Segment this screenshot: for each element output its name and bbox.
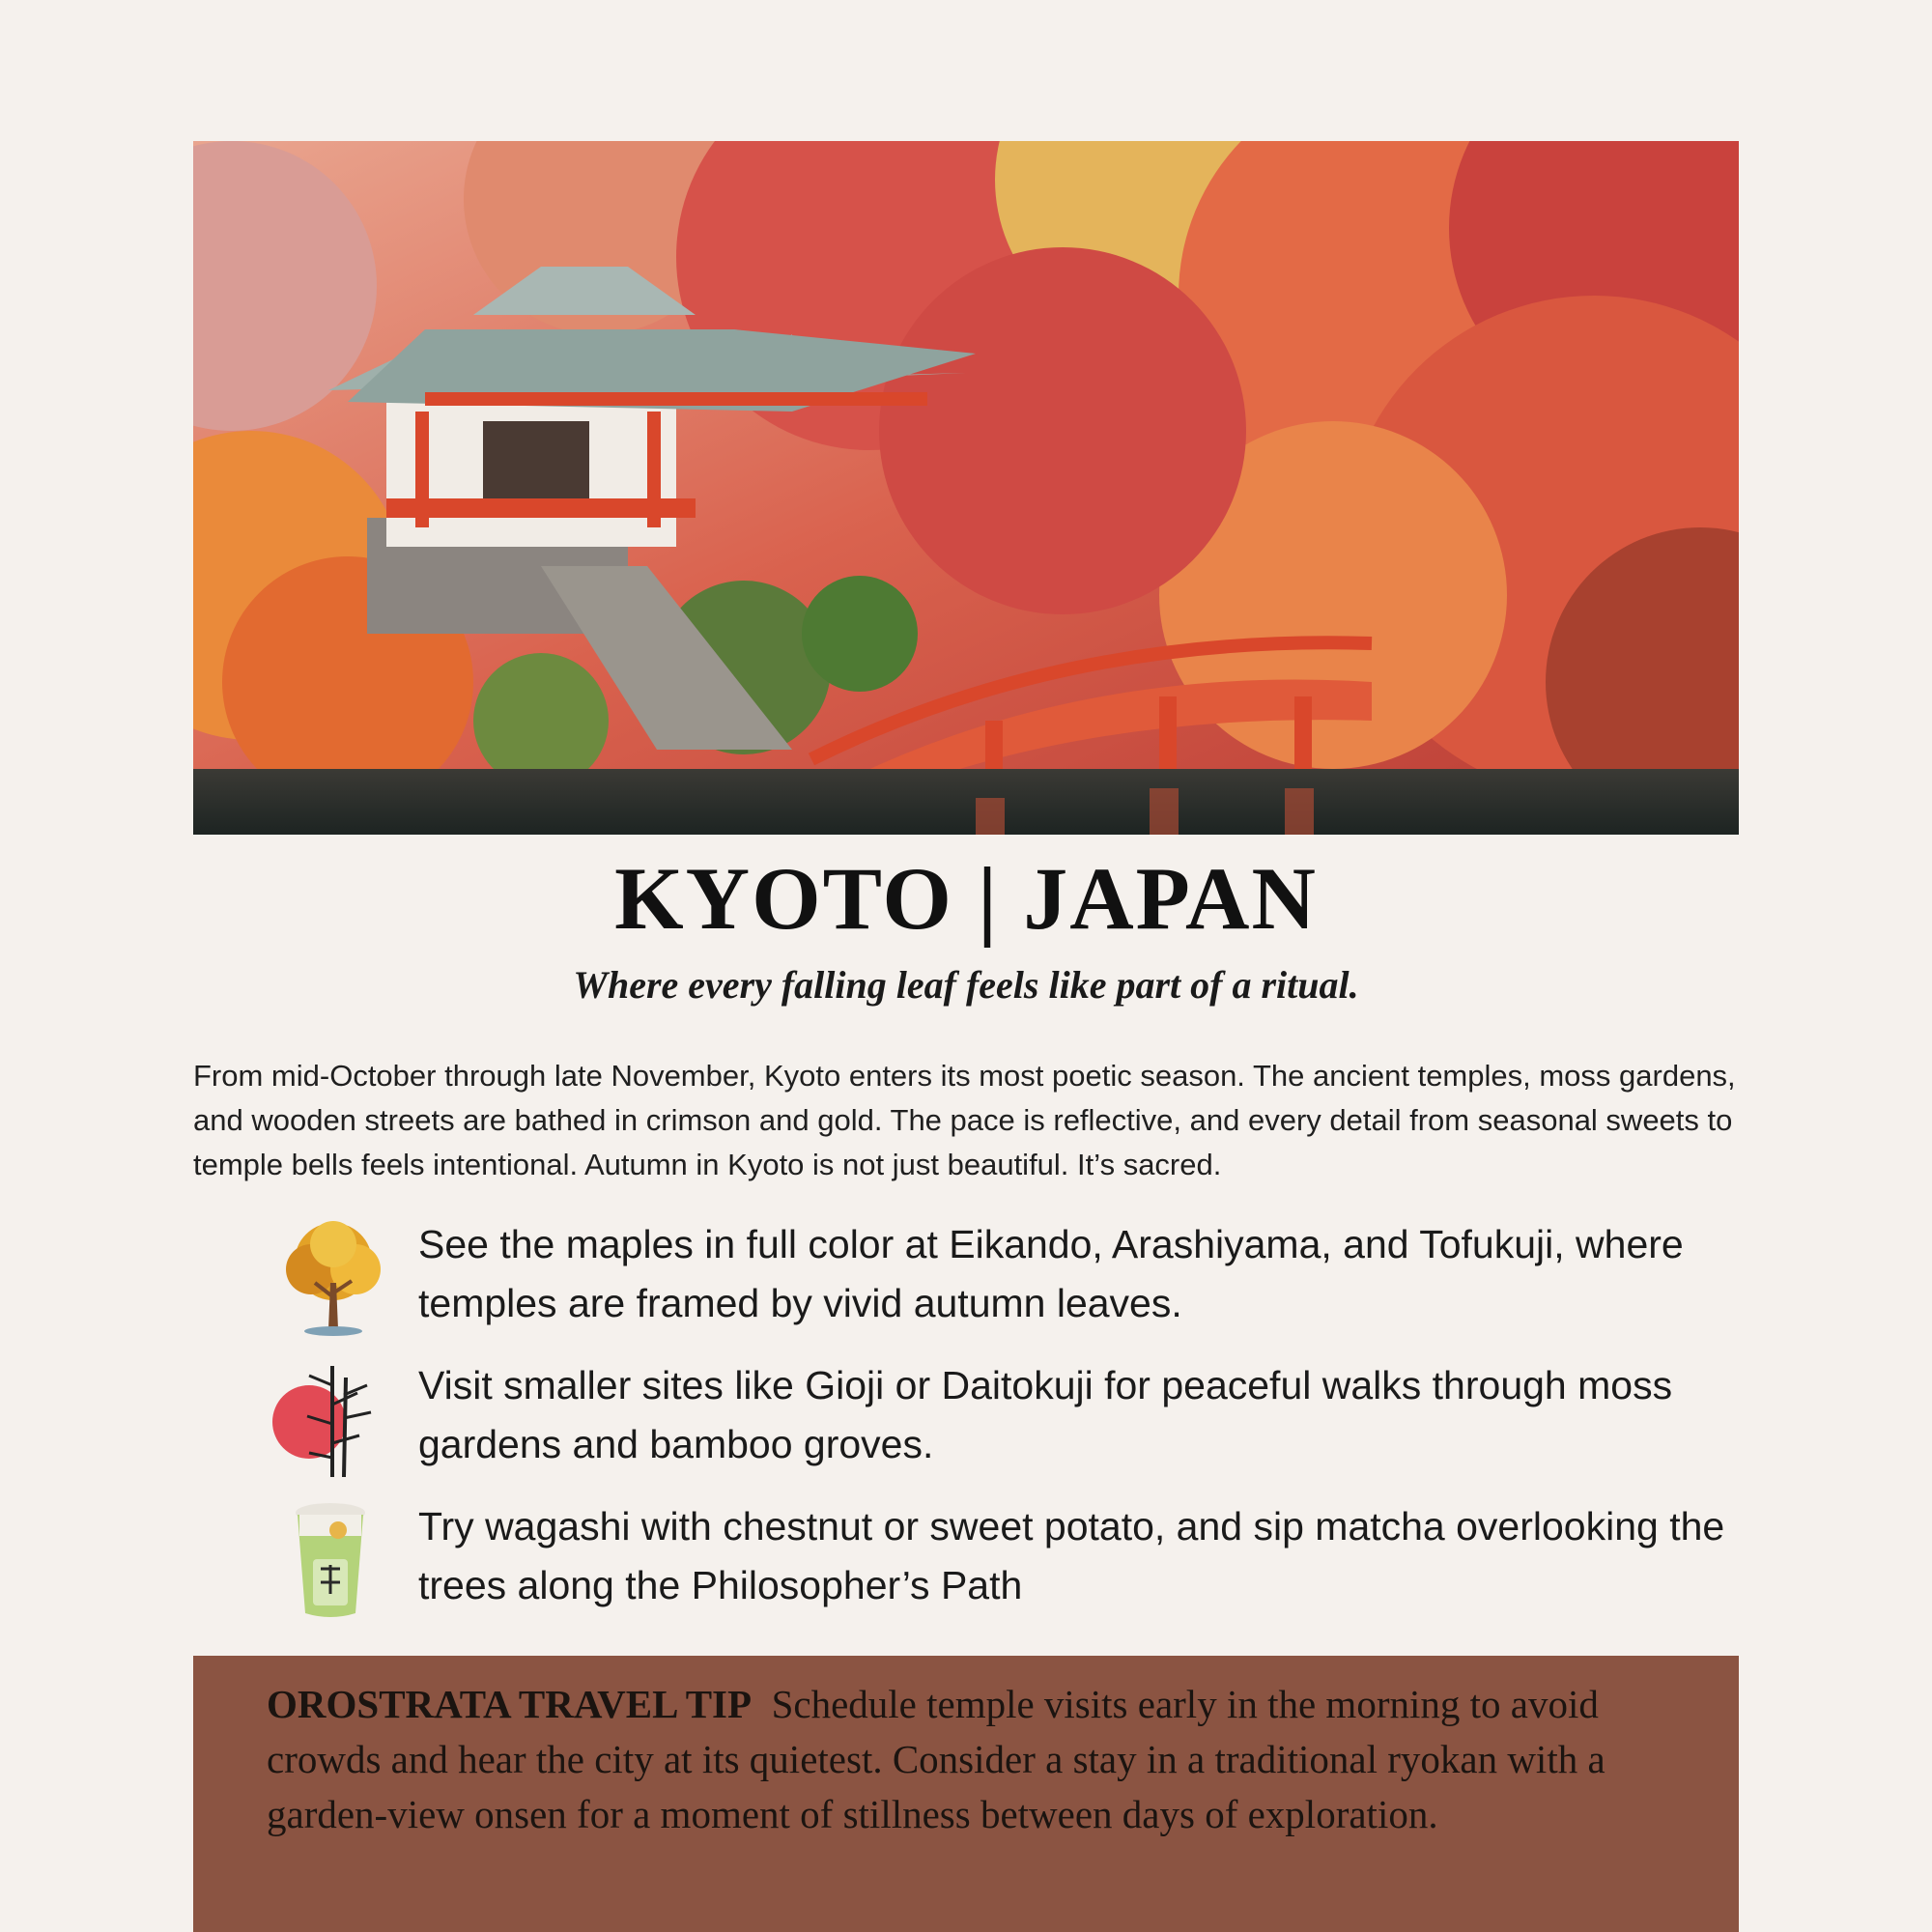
- autumn-temple-illustration: [193, 141, 1739, 835]
- travel-tip-paragraph: [267, 1677, 1716, 1842]
- bamboo-sun-icon: [270, 1356, 396, 1482]
- list-item: [270, 1215, 1739, 1356]
- travel-tip-box: [193, 1656, 1739, 1932]
- highlight-text: See the maples in full color at Eikando, Arashiyama, and Tofukuji, where temples are framed by vivid autumn leaves.: [418, 1222, 1684, 1325]
- intro-paragraph: From mid-October through late November, Kyoto enters its most poetic season. The ancient temples, moss gardens, and wooden streets are bathed in crimson and gold. The pace is reflective, and every detail from seasonal sweets to temple bells feels intentional. Autumn in Kyoto is not just beautiful. It’s sacred.: [193, 1059, 1736, 1181]
- highlights-list: [270, 1215, 1739, 1638]
- list-item: [270, 1497, 1739, 1638]
- travel-tip-label: OROSTRATA TRAVEL TIP: [267, 1682, 753, 1726]
- list-item: [270, 1356, 1739, 1497]
- autumn-tree-icon: [270, 1215, 396, 1341]
- highlight-text: Try wagashi with chestnut or sweet potato, and sip matcha overlooking the trees along the Philosopher’s Path: [418, 1504, 1725, 1607]
- travel-tip-text: Schedule temple visits early in the morning to avoid crowds and hear the city at its quietest. Consider a stay in a traditional ryokan with a garden-view onsen for a moment of stillness between days of exploration.: [267, 1682, 1605, 1836]
- page-title: KYOTO | JAPAN: [614, 849, 1318, 948]
- tagline: Where every falling leaf feels like part of a ritual.: [573, 963, 1359, 1007]
- hero-photo: [193, 141, 1739, 835]
- matcha-cup-icon: [270, 1497, 396, 1623]
- highlight-text: Visit smaller sites like Gioji or Daitokuji for peaceful walks through moss gardens and bamboo groves.: [418, 1363, 1673, 1466]
